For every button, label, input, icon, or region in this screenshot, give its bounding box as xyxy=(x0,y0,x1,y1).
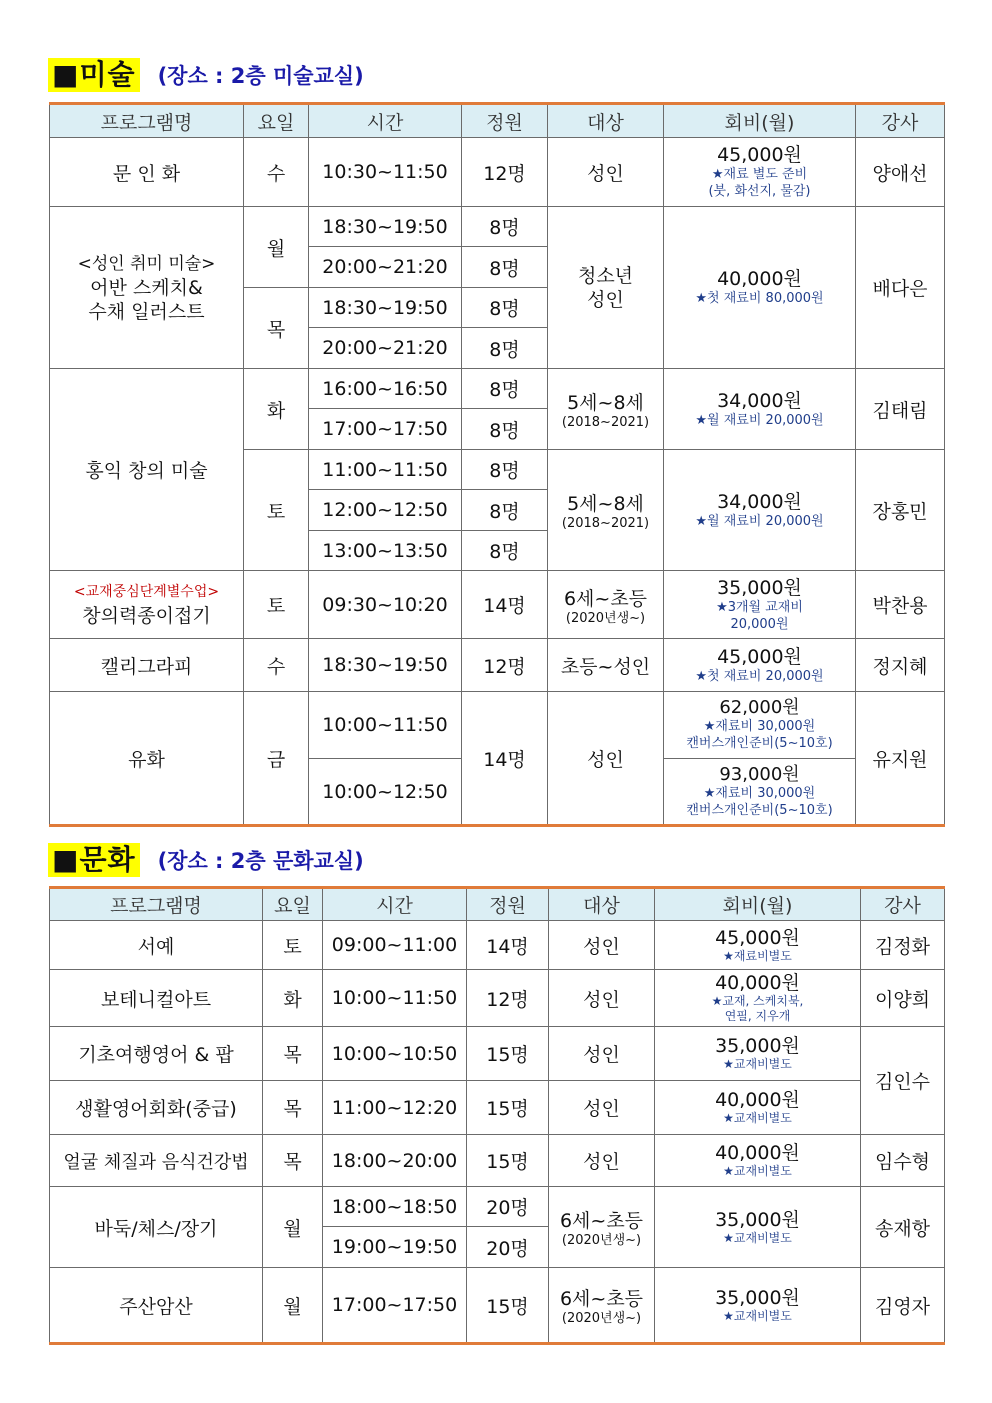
teacher: 유지원 xyxy=(856,692,945,826)
fee: 35,000원 xyxy=(715,1035,800,1057)
day: 수 xyxy=(244,138,309,207)
header-day: 요일 xyxy=(244,104,309,138)
day: 월 xyxy=(263,1268,323,1344)
header-capacity: 정원 xyxy=(462,104,548,138)
capacity: 8명 xyxy=(462,207,548,247)
day: 금 xyxy=(244,692,309,826)
fee: 40,000원 xyxy=(715,1089,800,1111)
header-target: 대상 xyxy=(548,104,664,138)
day: 수 xyxy=(244,639,309,692)
fee-note: ★첫 재료비 20,000원 xyxy=(695,668,824,684)
header-capacity: 정원 xyxy=(467,888,549,921)
time: 11:00~11:50 xyxy=(309,450,462,490)
fee-cell xyxy=(655,1027,861,1081)
capacity: 14명 xyxy=(467,921,549,970)
day: 토 xyxy=(244,450,309,571)
fee: 34,000원 xyxy=(717,490,802,513)
table-row xyxy=(50,1081,945,1135)
fee-cell xyxy=(664,207,856,369)
fee: 45,000원 xyxy=(715,926,800,949)
fee-note: ★3개월 교재비 xyxy=(716,599,803,615)
time: 10:00~10:50 xyxy=(323,1027,467,1081)
fee-note: ★교재비별도 xyxy=(723,1111,792,1125)
table-row xyxy=(50,970,945,1027)
time: 13:00~13:50 xyxy=(309,531,462,571)
fee-note: ★교재, 스케치북, xyxy=(711,994,804,1008)
capacity: 8명 xyxy=(462,247,548,288)
teacher: 김정화 xyxy=(861,921,945,970)
fee: 93,000원 xyxy=(719,763,800,785)
fee-cell xyxy=(655,1135,861,1187)
capacity: 20명 xyxy=(467,1187,549,1227)
capacity: 8명 xyxy=(462,288,548,328)
time: 20:00~21:20 xyxy=(309,247,462,288)
time: 17:00~17:50 xyxy=(309,409,462,450)
capacity: 12명 xyxy=(462,138,548,207)
culture-section-title: ■문화 xyxy=(48,843,140,877)
fee-cell xyxy=(664,138,856,207)
fee-cell xyxy=(664,369,856,450)
program-name: 서예 xyxy=(50,921,263,970)
target: 초등~성인 xyxy=(548,639,664,692)
fee: 45,000원 xyxy=(717,645,802,668)
time: 10:00~11:50 xyxy=(309,692,462,759)
capacity: 20명 xyxy=(467,1227,549,1268)
time: 10:00~11:50 xyxy=(323,970,467,1027)
program-name: 문 인 화 xyxy=(50,138,244,207)
capacity: 8명 xyxy=(462,409,548,450)
fee: 40,000원 xyxy=(715,972,800,994)
art-location: (장소 : 2층 미술교실) xyxy=(157,64,364,88)
teacher: 박찬용 xyxy=(856,571,945,639)
fee: 62,000원 xyxy=(719,697,800,718)
fee-note: 캔버스개인준비(5~10호) xyxy=(686,802,833,818)
fee: 40,000원 xyxy=(715,1142,800,1164)
teacher: 장홍민 xyxy=(856,450,945,571)
table-row xyxy=(50,571,945,639)
time: 18:00~20:00 xyxy=(323,1135,467,1187)
fee-note: 캔버스개인준비(5~10호) xyxy=(686,736,833,751)
day: 화 xyxy=(244,369,309,450)
capacity: 12명 xyxy=(467,970,549,1027)
target: 6세~초등 (2020년생~) xyxy=(548,571,664,639)
fee-cell xyxy=(664,692,856,759)
time: 18:30~19:50 xyxy=(309,207,462,247)
table-row xyxy=(50,369,945,409)
target: 5세~8세 (2018~2021) xyxy=(548,450,664,571)
table-row xyxy=(50,1135,945,1187)
header-fee: 회비(월) xyxy=(664,104,856,138)
table-row xyxy=(50,138,945,207)
time: 19:00~19:50 xyxy=(323,1227,467,1268)
header-time: 시간 xyxy=(323,888,467,921)
table-row xyxy=(50,921,945,970)
day: 목 xyxy=(263,1135,323,1187)
culture-location: (장소 : 2층 문화교실) xyxy=(157,849,364,873)
fee: 35,000원 xyxy=(715,1286,800,1309)
header-fee: 회비(월) xyxy=(655,888,861,921)
header-time: 시간 xyxy=(309,104,462,138)
fee-note: ★재료 별도 준비 xyxy=(711,167,808,182)
capacity: 15명 xyxy=(467,1081,549,1135)
fee-cell xyxy=(655,1081,861,1135)
time: 18:00~18:50 xyxy=(323,1187,467,1227)
fee-note: ★월 재료비 20,000원 xyxy=(695,412,824,428)
teacher: 김태림 xyxy=(856,369,945,450)
art-header-row xyxy=(50,104,945,138)
time: 16:00~16:50 xyxy=(309,369,462,409)
fee-note: ★재료비 30,000원 xyxy=(703,785,816,801)
header-program: 프로그램명 xyxy=(50,888,263,921)
target: 성인 xyxy=(548,138,664,207)
teacher: 배다은 xyxy=(856,207,945,369)
fee: 35,000원 xyxy=(717,576,802,599)
table-row xyxy=(50,639,945,692)
capacity: 8명 xyxy=(462,490,548,531)
fee-cell xyxy=(664,450,856,571)
time: 11:00~12:20 xyxy=(323,1081,467,1135)
capacity: 8명 xyxy=(462,328,548,369)
table-row xyxy=(50,692,945,759)
capacity: 15명 xyxy=(467,1027,549,1081)
fee-note: ★교재비별도 xyxy=(723,1308,792,1323)
capacity: 15명 xyxy=(467,1268,549,1344)
target: 성인 xyxy=(549,1027,655,1081)
time: 18:30~19:50 xyxy=(309,639,462,692)
table-row xyxy=(50,207,945,247)
time: 10:00~12:50 xyxy=(309,759,462,826)
program-label: <교재중심단계별수업> xyxy=(73,584,220,600)
fee-note: ★첫 재료비 80,000원 xyxy=(695,291,824,306)
day: 월 xyxy=(244,207,309,288)
fee: 35,000원 xyxy=(715,1208,800,1231)
table-row xyxy=(50,1027,945,1081)
art-section-title: ■미술 xyxy=(48,58,140,92)
culture-table xyxy=(49,886,945,1345)
program-name: 기초여행영어 & 팝 xyxy=(50,1027,263,1081)
day: 토 xyxy=(244,571,309,639)
table-row xyxy=(50,1268,945,1344)
header-program: 프로그램명 xyxy=(50,104,244,138)
fee-note: (붓, 화선지, 물감) xyxy=(708,184,811,199)
program-name: <성인 취미 미술> 어반 스케치& 수채 일러스트 xyxy=(50,207,244,369)
fee-note: ★재료비별도 xyxy=(723,948,792,963)
program-name: 바둑/체스/장기 xyxy=(50,1187,263,1268)
day: 화 xyxy=(263,970,323,1027)
fee-cell xyxy=(655,921,861,970)
day: 월 xyxy=(263,1187,323,1268)
fee-cell xyxy=(655,970,861,1027)
day: 토 xyxy=(263,921,323,970)
fee-cell xyxy=(664,571,856,639)
teacher: 임수형 xyxy=(861,1135,945,1187)
time: 09:30~10:20 xyxy=(309,571,462,639)
fee-note: ★교재비별도 xyxy=(723,1057,792,1071)
time: 17:00~17:50 xyxy=(323,1268,467,1344)
culture-section-heading xyxy=(48,840,364,880)
time: 18:30~19:50 xyxy=(309,288,462,328)
teacher: 정지혜 xyxy=(856,639,945,692)
art-table xyxy=(49,102,945,827)
table-row xyxy=(50,1187,945,1227)
program-name: 생활영어회화(중급) xyxy=(50,1081,263,1135)
header-teacher: 강사 xyxy=(856,104,945,138)
teacher: 송재항 xyxy=(861,1187,945,1268)
header-target: 대상 xyxy=(549,888,655,921)
teacher: 김영자 xyxy=(861,1268,945,1344)
fee: 45,000원 xyxy=(717,144,802,166)
program-name: 캘리그라피 xyxy=(50,639,244,692)
capacity: 8명 xyxy=(462,450,548,490)
fee-cell xyxy=(664,759,856,826)
target: 성인 xyxy=(549,1081,655,1135)
fee-note: ★월 재료비 20,000원 xyxy=(695,513,824,529)
capacity: 12명 xyxy=(462,639,548,692)
target: 성인 xyxy=(549,921,655,970)
header-teacher: 강사 xyxy=(861,888,945,921)
program-name: <교재중심단계별수업> 창의력종이접기 xyxy=(50,571,244,639)
target: 6세~초등 (2020년생~) xyxy=(549,1268,655,1344)
time: 20:00~21:20 xyxy=(309,328,462,369)
capacity: 15명 xyxy=(467,1135,549,1187)
program-name: 주산암산 xyxy=(50,1268,263,1344)
fee-cell xyxy=(655,1187,861,1268)
fee-note: 연필, 지우개 xyxy=(724,1009,791,1023)
capacity: 8명 xyxy=(462,369,548,409)
time: 09:00~11:00 xyxy=(323,921,467,970)
target: 6세~초등 (2020년생~) xyxy=(549,1187,655,1268)
target: 성인 xyxy=(548,692,664,826)
day: 목 xyxy=(263,1081,323,1135)
capacity: 8명 xyxy=(462,531,548,571)
fee-note: ★교재비별도 xyxy=(723,1164,792,1178)
capacity: 14명 xyxy=(462,571,548,639)
culture-header-row xyxy=(50,888,945,921)
capacity: 14명 xyxy=(462,692,548,826)
fee-cell xyxy=(655,1268,861,1344)
day: 목 xyxy=(244,288,309,369)
teacher: 양애선 xyxy=(856,138,945,207)
program-name: 홍익 창의 미술 xyxy=(50,369,244,571)
header-day: 요일 xyxy=(263,888,323,921)
target: 성인 xyxy=(549,970,655,1027)
program-name: 유화 xyxy=(50,692,244,826)
teacher: 이양희 xyxy=(861,970,945,1027)
fee-cell xyxy=(664,639,856,692)
program-name: 얼굴 체질과 음식건강법 xyxy=(50,1135,263,1187)
time: 10:30~11:50 xyxy=(309,138,462,207)
art-section-heading xyxy=(48,55,364,95)
fee-note: ★교재비별도 xyxy=(723,1230,792,1245)
program-name: 보테니컬아트 xyxy=(50,970,263,1027)
day: 목 xyxy=(263,1027,323,1081)
target: 청소년 성인 xyxy=(548,207,664,369)
fee: 40,000원 xyxy=(717,268,802,290)
fee: 34,000원 xyxy=(717,389,802,412)
fee-note: ★재료비 30,000원 xyxy=(703,719,816,734)
fee-note: 20,000원 xyxy=(730,616,789,632)
teacher: 김인수 xyxy=(861,1027,945,1135)
target: 성인 xyxy=(549,1135,655,1187)
target: 5세~8세 (2018~2021) xyxy=(548,369,664,450)
time: 12:00~12:50 xyxy=(309,490,462,531)
